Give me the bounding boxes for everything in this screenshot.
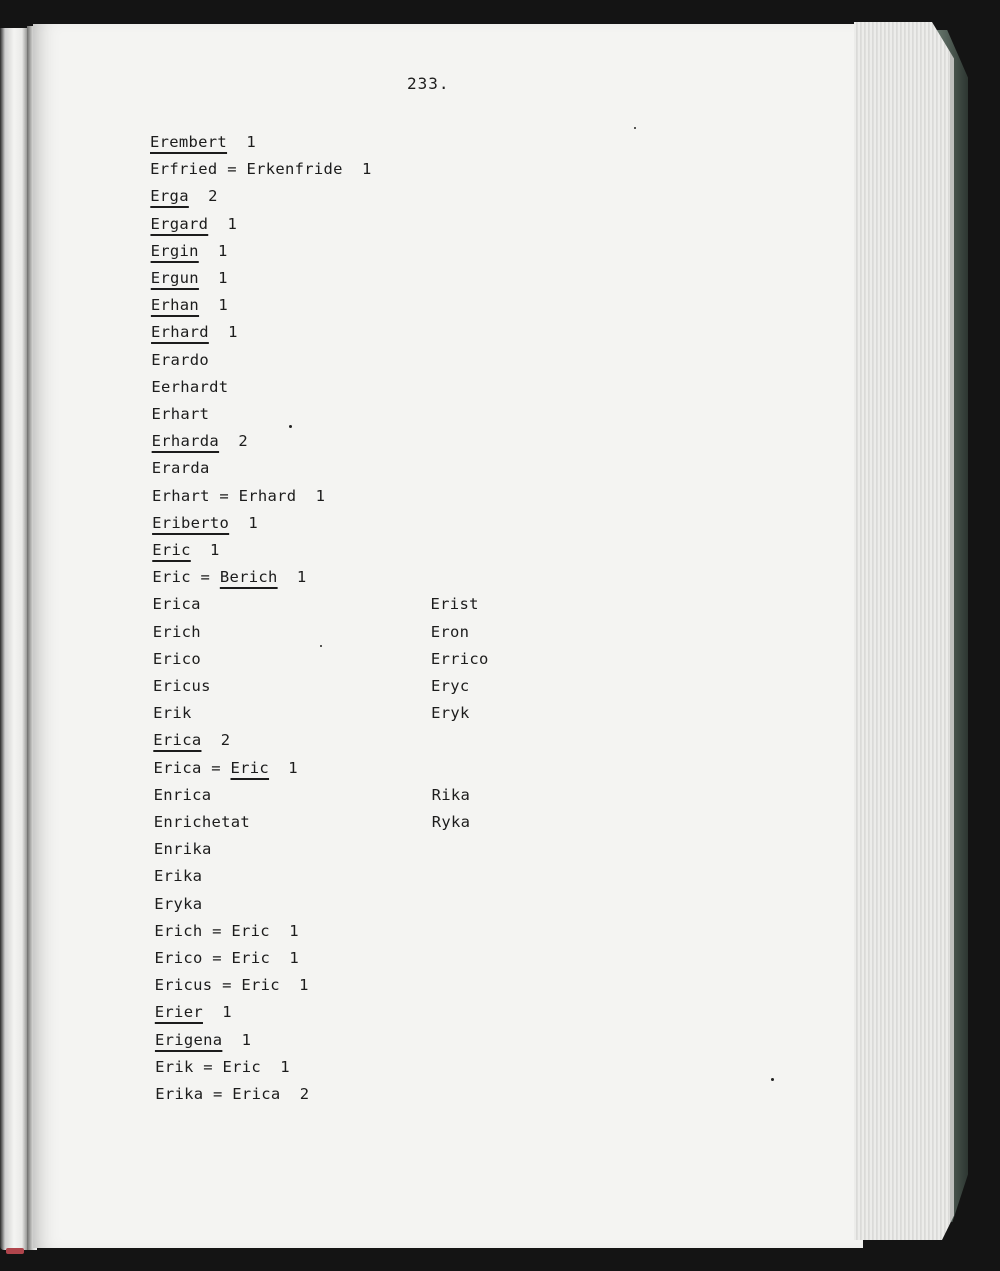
list-entry <box>154 840 212 862</box>
underlined-name: Erhard <box>151 323 209 342</box>
list-entry <box>153 650 201 672</box>
list-entry-right-column: Ryka <box>431 813 471 831</box>
entry-text: Erico <box>152 649 202 668</box>
entry-text: Enrica <box>153 785 212 804</box>
list-entry <box>153 731 230 753</box>
paper-speck <box>289 425 292 428</box>
entry-text: 1 <box>222 1030 252 1049</box>
list-entry <box>152 541 219 563</box>
entry-text: Erhart <box>151 405 210 423</box>
list-entry <box>151 269 228 291</box>
entry-text: 2 <box>188 187 218 206</box>
list-entry <box>151 351 209 373</box>
list-entry-right-column: Erist <box>430 595 479 614</box>
page-stack-edge <box>854 22 954 1240</box>
entry-text: Erica = <box>153 758 231 777</box>
underlined-name: Erga <box>150 187 189 206</box>
entry-text: Erich <box>152 622 201 641</box>
list-entry <box>150 160 372 182</box>
list-entry <box>155 949 299 971</box>
paper-speck <box>634 127 636 129</box>
list-entry <box>153 704 192 726</box>
list-entry <box>155 1085 309 1107</box>
underlined-name: Erhan <box>150 296 200 315</box>
list-entry <box>152 568 306 590</box>
entry-text: Erfried = Erkenfride 1 <box>150 160 372 179</box>
underlined-name: Eric <box>152 541 191 559</box>
list-entry-right-column: Eryk <box>431 704 470 723</box>
entry-text: 2 <box>201 731 231 750</box>
underlined-name: Erigena <box>154 1030 223 1049</box>
entry-text: Erik <box>153 704 192 723</box>
underlined-name: Ergun <box>150 269 199 287</box>
entry-text: 1 <box>277 568 307 587</box>
underlined-name: Erembert <box>150 133 228 151</box>
list-entry <box>154 922 298 944</box>
entry-text: 1 <box>229 513 259 532</box>
list-entry <box>150 187 217 209</box>
entry-text: Eric = <box>152 568 220 587</box>
list-entry <box>154 895 202 917</box>
list-entry <box>154 786 212 808</box>
entry-text: Erica <box>152 595 201 614</box>
entry-text: 1 <box>202 1003 232 1022</box>
entry-text: Erhart = Erhard 1 <box>151 486 326 505</box>
paper-speck <box>320 645 322 647</box>
underlined-name: Eric <box>230 758 270 777</box>
entry-text: 1 <box>198 269 228 287</box>
list-entry <box>155 1003 232 1025</box>
list-entry <box>151 296 228 318</box>
list-entry <box>152 459 210 481</box>
list-entry <box>151 323 238 345</box>
entry-text: Ericus <box>153 677 211 695</box>
list-entry <box>153 677 211 699</box>
underlined-name: Erharda <box>151 432 220 451</box>
entry-text: Enrichetat <box>153 813 251 831</box>
entry-text: Erika = Erica 2 <box>155 1085 310 1103</box>
entry-text: Ericus = Eric 1 <box>154 976 309 995</box>
list-entry-right-column: Rika <box>431 785 471 804</box>
list-entry <box>155 1031 251 1053</box>
page-number: 233. <box>407 74 450 93</box>
entry-text: 1 <box>227 133 256 151</box>
list-entry <box>152 487 325 509</box>
list-entry-right-column: Errico <box>430 649 489 668</box>
underlined-name: Ergard <box>150 214 209 233</box>
entry-text: Eryka <box>154 894 203 913</box>
list-entry <box>151 378 228 400</box>
list-entry-right-column: Eryc <box>431 677 470 695</box>
list-entry <box>150 133 256 155</box>
entry-text: 1 <box>269 758 298 777</box>
entry-text: Erik = Eric 1 <box>155 1057 290 1076</box>
entry-text: 1 <box>190 541 220 559</box>
entry-text: Erardo <box>151 350 209 369</box>
list-entry <box>155 1058 290 1080</box>
underlined-name: Erica <box>153 731 202 750</box>
paper-speck <box>771 1078 774 1081</box>
entry-text: Enrika <box>153 840 212 859</box>
list-entry <box>154 867 202 889</box>
entry-text: Eerhardt <box>151 377 229 396</box>
list-entry <box>153 623 201 645</box>
entry-text: Erika <box>154 867 203 886</box>
list-entry <box>152 405 210 427</box>
list-entry <box>152 432 248 454</box>
list-entry <box>154 813 250 835</box>
list-entry <box>153 759 298 781</box>
entry-text: 1 <box>199 296 228 315</box>
list-entry <box>153 595 201 617</box>
underlined-name: Erier <box>154 1003 203 1022</box>
list-entry <box>155 976 309 998</box>
list-entry-right-column: Eron <box>430 622 470 641</box>
list-entry <box>151 242 228 264</box>
entry-text: 1 <box>208 214 238 233</box>
entry-text: Erarda <box>151 459 210 478</box>
underlined-name: Berich <box>219 568 278 587</box>
underlined-name: Ergin <box>150 241 199 260</box>
entry-text: 1 <box>208 323 238 342</box>
list-entry <box>150 215 237 237</box>
entry-text: 2 <box>219 432 248 451</box>
entry-text: Erico = Eric 1 <box>154 949 299 967</box>
underlined-name: Eriberto <box>152 513 230 532</box>
list-entry <box>152 514 258 536</box>
entry-text: 1 <box>198 241 228 260</box>
entry-text: Erich = Eric 1 <box>154 921 299 940</box>
left-page-edge <box>0 28 28 1250</box>
